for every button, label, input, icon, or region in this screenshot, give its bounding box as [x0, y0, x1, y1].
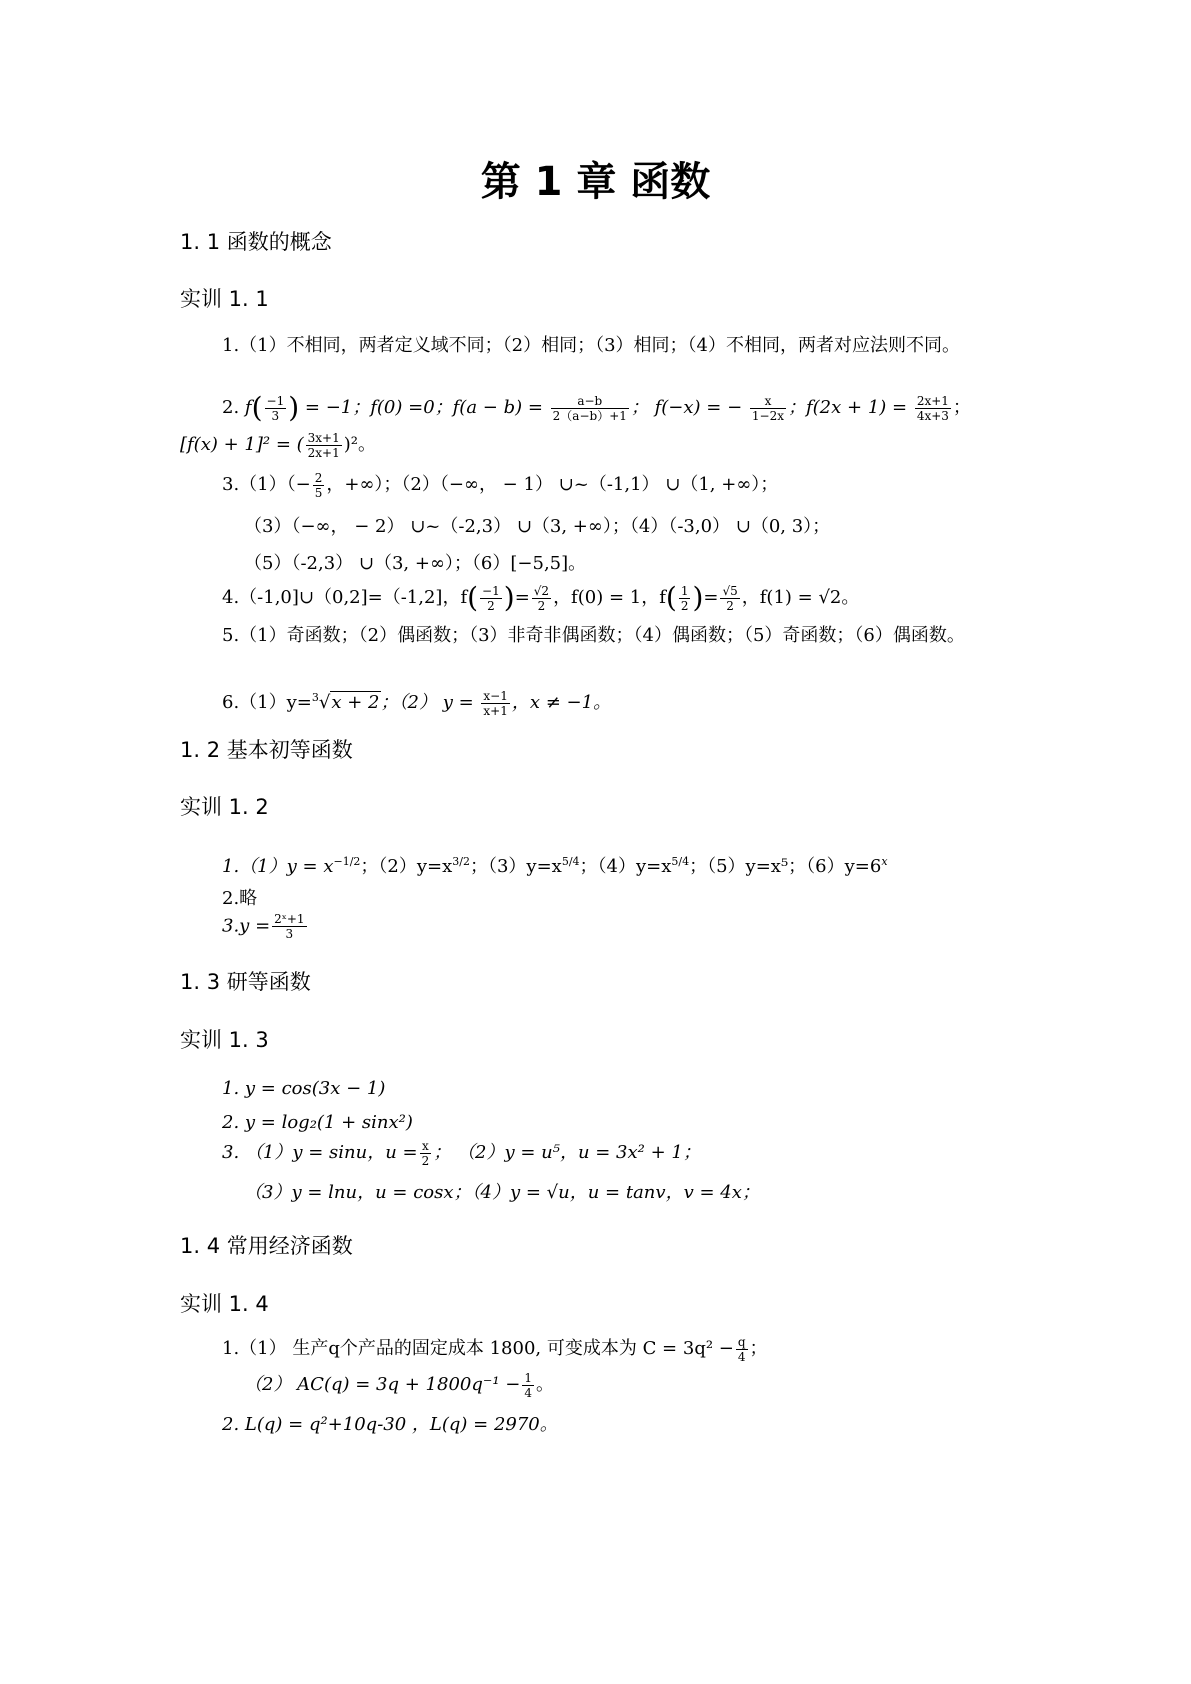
answer-1-2-q1	[222, 852, 888, 878]
exponent-1: −1/2	[333, 855, 361, 868]
section-heading-1-1: 1. 1 函数的概念	[180, 230, 332, 254]
answer-1-3-q2: 2. y = log₂(1 + sinx²)	[222, 1112, 413, 1133]
q2-text-4: ；f(2x + 1) =	[788, 397, 908, 418]
paren-close: )	[288, 391, 300, 424]
frac-root2-2: $\frac{√2}{2}$	[533, 583, 550, 613]
answer-1-3-q3-line2: （3）y = lnu，u = cosx；（4）y = √u，u = tanv，v = 4x；	[244, 1182, 760, 1203]
radicand: x + 2	[331, 692, 380, 713]
frac-q-4: $\frac{q}{4}$	[737, 1334, 746, 1364]
section-heading-1-4: 1. 4 常用经济函数	[180, 1234, 353, 1258]
q2-lead: 2.	[222, 397, 245, 418]
q1-text-3: （2） AC(q) = 3q + 1800q⁻¹ −	[244, 1374, 521, 1395]
q1-text-3: ；（3）y=x	[469, 856, 562, 877]
frac-root5-2: $\frac{√5}{2}$	[722, 583, 738, 613]
answer-1-1-q2-line2	[180, 430, 376, 460]
answer-1-1-q1: 1.（1）不相同，两者定义域不同；（2）相同；（3）相同；（4）不相同，两者对应法则不同。	[222, 335, 960, 356]
frac-a-b: $\frac{a-b}{2(a-b)+1}$	[552, 393, 627, 423]
q4-text-1: 4.（-1,0]∪（0,2]=（-1,2]，f	[222, 587, 468, 608]
q1-text-5: ；（5）y=x⁵；（6）y=6	[689, 856, 882, 877]
q4-text-4: =	[703, 587, 719, 608]
frac-x: $\frac{x}{1-2x}$	[751, 393, 784, 423]
frac-1-4: $\frac{1}{4}$	[524, 1370, 533, 1400]
answer-1-3-q3-line1	[222, 1138, 701, 1168]
q2b-text-2: )²。	[343, 434, 376, 455]
q4-text-5: ，f(1) = √2。	[741, 587, 860, 608]
q2-text-5: ；	[952, 397, 971, 418]
q1-text-2: ；（2）y=x	[360, 856, 453, 877]
exponent-4: 5/4	[671, 855, 690, 868]
q3-text-1: 3.（1）（−	[222, 474, 311, 495]
frac-minus-1-2: $\frac{-1}{2}$	[482, 583, 500, 613]
frac-x-2: $\frac{x}{2}$	[421, 1138, 430, 1168]
answer-1-1-q2-line1	[222, 393, 971, 423]
frac-q3: $\frac{\text{2ˣ+1}}{3}$	[274, 912, 305, 941]
q4-text-2: =	[514, 587, 530, 608]
answer-1-4-q2: 2. L(q) = q²+10q-30 ，L(q) = 2970。	[222, 1414, 558, 1435]
answer-1-2-q3	[222, 912, 309, 941]
q1-text-2: ；	[749, 1338, 768, 1359]
frac-q6: $\frac{x-1}{x+1}$	[483, 688, 508, 718]
section-heading-1-2: 1. 2 基本初等函数	[180, 738, 353, 762]
answer-1-1-q3-line1	[222, 470, 778, 500]
q6-text-3: ，x ≠ −1。	[511, 692, 612, 713]
frac-2-5: $\frac{2}{5}$	[314, 470, 323, 500]
training-heading-1-4: 实训 1. 4	[180, 1292, 269, 1316]
q3-text: 3.y =	[222, 915, 271, 937]
frac-2x: $\frac{2x+1}{4x+3}$	[916, 393, 949, 423]
frac-1-2: $\frac{1}{2}$	[680, 583, 689, 613]
q2-text-3: ； f(−x) = −	[630, 397, 743, 418]
paren-open: (	[251, 391, 263, 424]
answer-1-4-q1-line2	[244, 1370, 554, 1400]
section-heading-1-3: 1. 3 研等函数	[180, 970, 311, 994]
q3-text-2: ； （2）y = u⁵，u = 3x² + 1；	[433, 1142, 701, 1163]
q4-text-3: ，f(0) = 1，f	[553, 587, 666, 608]
q6-text-2: ；（2） y =	[380, 692, 474, 713]
root-index: 3	[311, 691, 319, 704]
answer-1-3-q1: 1. y = cos(3x − 1)	[222, 1078, 386, 1099]
q1-text-4: ；（4）y=x	[579, 856, 672, 877]
answer-1-1-q4: 4.（-1,0]∪（0,2]=（-1,2]，f( $\frac{-1}{2}$ )= $\frac{√2}{2}$ ，f(0) = 1，f( $\frac{1}{2}$ )= $\frac{√5}{2}$ ，f(1) = √2。	[222, 581, 860, 614]
q2-text-1: f	[244, 397, 252, 418]
answer-1-2-q2: 2.略	[222, 888, 258, 909]
chapter-title: 第 1 章 函数	[480, 159, 711, 205]
training-heading-1-2: 实训 1. 2	[180, 795, 269, 819]
q3-text-1: 3. （1）y = sinu，u =	[222, 1142, 418, 1163]
q6-text-1: 6.（1）y=	[222, 692, 312, 713]
answer-1-4-q1-line1	[222, 1334, 768, 1364]
q1-text-4: 。	[536, 1374, 555, 1395]
answer-1-1-q5: 5.（1）奇函数；（2）偶函数；（3）非奇非偶函数；（4）偶函数；（5）奇函数；（6）偶函数。	[222, 625, 965, 646]
exponent-3: 5/4	[561, 855, 580, 868]
q2-text-2: = −1；f(0) =0；f(a − b) =	[304, 397, 543, 418]
q1-text-1: 1.（1）y = x	[222, 856, 334, 877]
answer-1-1-q3-line2: （3）（−∞， − 2） ∪~（-2,3） ∪（3, +∞）；（4）（-3,0） ∪（0, 3）；	[244, 516, 831, 537]
frac-minus-1-3: $\frac{-1}{3}$	[266, 393, 285, 423]
q3-text-2: ，+∞）；（2）（−∞， − 1） ∪~（-1,1） ∪（1, +∞）；	[326, 474, 779, 495]
training-heading-1-3: 实训 1. 3	[180, 1028, 269, 1052]
root-sign: √	[318, 692, 331, 713]
frac-3x: $\frac{3x+1}{2x+1}$	[307, 430, 340, 460]
answer-1-1-q3-line3: （5）（-2,3） ∪（3, +∞）；（6）[−5,5]。	[244, 553, 587, 574]
answer-1-1-q6	[222, 688, 611, 718]
q1-text-1: 1.（1） 生产q个产品的固定成本 1800, 可变成本为 C = 3q² −	[222, 1338, 734, 1359]
exponent-2: 3/2	[452, 855, 470, 868]
exponent-6: x	[881, 855, 888, 868]
training-heading-1-1: 实训 1. 1	[180, 287, 269, 311]
q2b-text-1: [f(x) + 1]² = (	[180, 434, 304, 455]
